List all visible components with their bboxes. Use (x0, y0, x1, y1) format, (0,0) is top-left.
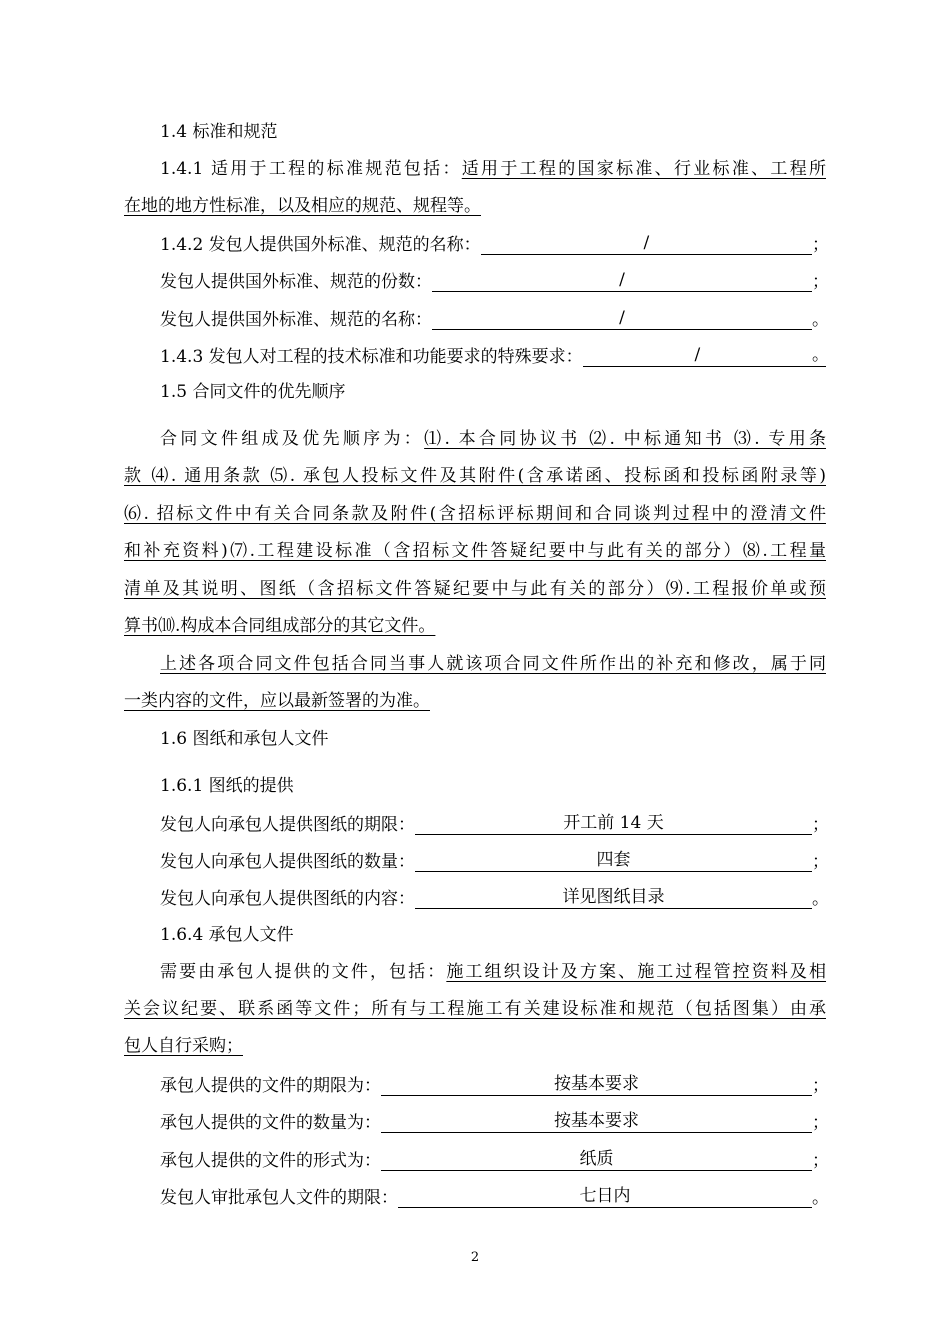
field-label: 发包人审批承包人文件的期限： (160, 1188, 398, 1208)
field-label: 发包人向承包人提供图纸的期限： (160, 815, 415, 835)
priority-text: 清单及其说明、图纸（含招标文件答疑纪要中与此有关的部分）⑼.工程报价单或预 (124, 579, 826, 599)
contractor-doc-deadline-row (124, 1072, 829, 1098)
priority-line-6 (124, 614, 826, 640)
special-requirements-row (124, 343, 829, 369)
priority-line-3 (124, 502, 826, 528)
field-value: 纸质 (381, 1148, 812, 1171)
field-value: / (481, 232, 812, 255)
page-number: 2 (470, 1250, 480, 1265)
section-1-4-1-line-2 (124, 194, 826, 220)
field-label: 1.4.3 发包人对工程的技术标准和功能要求的特殊要求： (160, 347, 583, 367)
contractor-docs-text: 包人自行采购； (124, 1036, 243, 1056)
field-label: 1.4.2 发包人提供国外标准、规范的名称： (160, 235, 481, 255)
contractor-doc-quantity-row (124, 1109, 829, 1135)
contractor-docs-line-2 (124, 997, 826, 1023)
priority-line-1 (124, 427, 826, 453)
priority-text: 和补充资料)⑺.工程建设标准（含招标文件答疑纪要中与此有关的部分）⑻.工程量 (124, 541, 826, 561)
priority-line-5 (124, 577, 826, 603)
foreign-standard-name-row-2 (124, 306, 829, 332)
field-value: 详见图纸目录 (415, 886, 812, 909)
section-1-4-1-value: 适用于工程的国家标准、行业标准、工程所 (461, 159, 826, 179)
field-value: 四套 (415, 849, 812, 872)
contractor-doc-form-row (124, 1147, 829, 1173)
supplement-note: 上述各项合同文件包括合同当事人就该项合同文件所作出的补充和修改，属于同 (160, 654, 826, 674)
field-label: 发包人向承包人提供图纸的数量： (160, 852, 415, 872)
section-1-4-heading: 1.4 标准和规范 (160, 122, 278, 142)
field-end-punct: ； (812, 1076, 829, 1096)
supplement-note-line-1 (124, 652, 826, 678)
field-value: 按基本要求 (381, 1073, 812, 1096)
field-end-punct: 。 (812, 1188, 829, 1208)
field-value: 七日内 (398, 1185, 812, 1208)
drawing-deadline-row (124, 811, 829, 837)
field-end-punct: ； (812, 815, 829, 835)
field-value: / (583, 344, 812, 367)
priority-text: ⑹. 招标文件中有关合同条款及附件(含招标评标期间和合同谈判过程中的澄清文件 (124, 504, 826, 524)
section-1-6-heading: 1.6 图纸和承包人文件 (160, 729, 329, 749)
field-label: 承包人提供的文件的形式为： (160, 1151, 381, 1171)
foreign-standard-name-row (124, 231, 829, 257)
supplement-note: 一类内容的文件，应以最新签署的为准。 (124, 691, 430, 711)
contractor-docs-text: 施工组织设计及方案、施工过程管控资料及相 (446, 962, 827, 982)
field-end-punct: 。 (812, 310, 829, 330)
priority-text: 款 ⑷. 通用条款 ⑸. 承包人投标文件及其附件(含承诺函、投标函和投标函附录等) (124, 466, 826, 486)
field-value: 开工前 14 天 (415, 812, 812, 835)
field-end-punct: ； (812, 272, 829, 292)
field-end-punct: ； (812, 852, 829, 872)
priority-text: 算书⑽.构成本合同组成部分的其它文件。 (124, 616, 436, 636)
section-1-4-1-value-cont: 在地的地方性标准，以及相应的规范、规程等。 (124, 196, 481, 216)
priority-line-4 (124, 539, 826, 565)
drawing-quantity-row (124, 848, 829, 874)
drawing-content-row (124, 885, 829, 911)
section-1-4-1-label: 1.4.1 适用于工程的标准规范包括： (160, 159, 462, 179)
field-end-punct: 。 (812, 889, 829, 909)
priority-text: ⑴. 本合同协议书 ⑵. 中标通知书 ⑶. 专用条 (424, 429, 827, 449)
field-end-punct: 。 (812, 345, 829, 365)
contractor-docs-line-1 (124, 960, 826, 986)
supplement-note-line-2 (124, 689, 826, 715)
field-value: / (432, 307, 812, 330)
field-label: 发包人提供国外标准、规范的份数： (160, 272, 432, 292)
contractor-docs-label: 需要由承包人提供的文件，包括： (160, 962, 447, 982)
field-end-punct: ； (812, 1113, 829, 1133)
field-end-punct: ； (812, 1151, 829, 1171)
section-1-6-1-heading: 1.6.1 图纸的提供 (160, 776, 294, 796)
section-1-6-4-heading: 1.6.4 承包人文件 (160, 925, 294, 945)
contractor-docs-line-3 (124, 1034, 826, 1060)
field-label: 承包人提供的文件的期限为： (160, 1076, 381, 1096)
field-value: 按基本要求 (381, 1110, 812, 1133)
field-end-punct: ； (812, 235, 829, 255)
field-label: 发包人提供国外标准、规范的名称： (160, 310, 432, 330)
employer-review-deadline-row (124, 1184, 829, 1210)
priority-line-2 (124, 464, 826, 490)
priority-label: 合同文件组成及优先顺序为： (160, 429, 425, 449)
field-value: / (432, 269, 812, 292)
foreign-standard-copies-row (124, 268, 829, 294)
contractor-docs-text: 关会议纪要、联系函等文件；所有与工程施工有关建设标准和规范（包括图集）由承 (124, 999, 826, 1019)
field-label: 发包人向承包人提供图纸的内容： (160, 889, 415, 909)
field-label: 承包人提供的文件的数量为： (160, 1113, 381, 1133)
section-1-5-heading: 1.5 合同文件的优先顺序 (160, 382, 346, 402)
section-1-4-1-line-1 (124, 157, 826, 183)
